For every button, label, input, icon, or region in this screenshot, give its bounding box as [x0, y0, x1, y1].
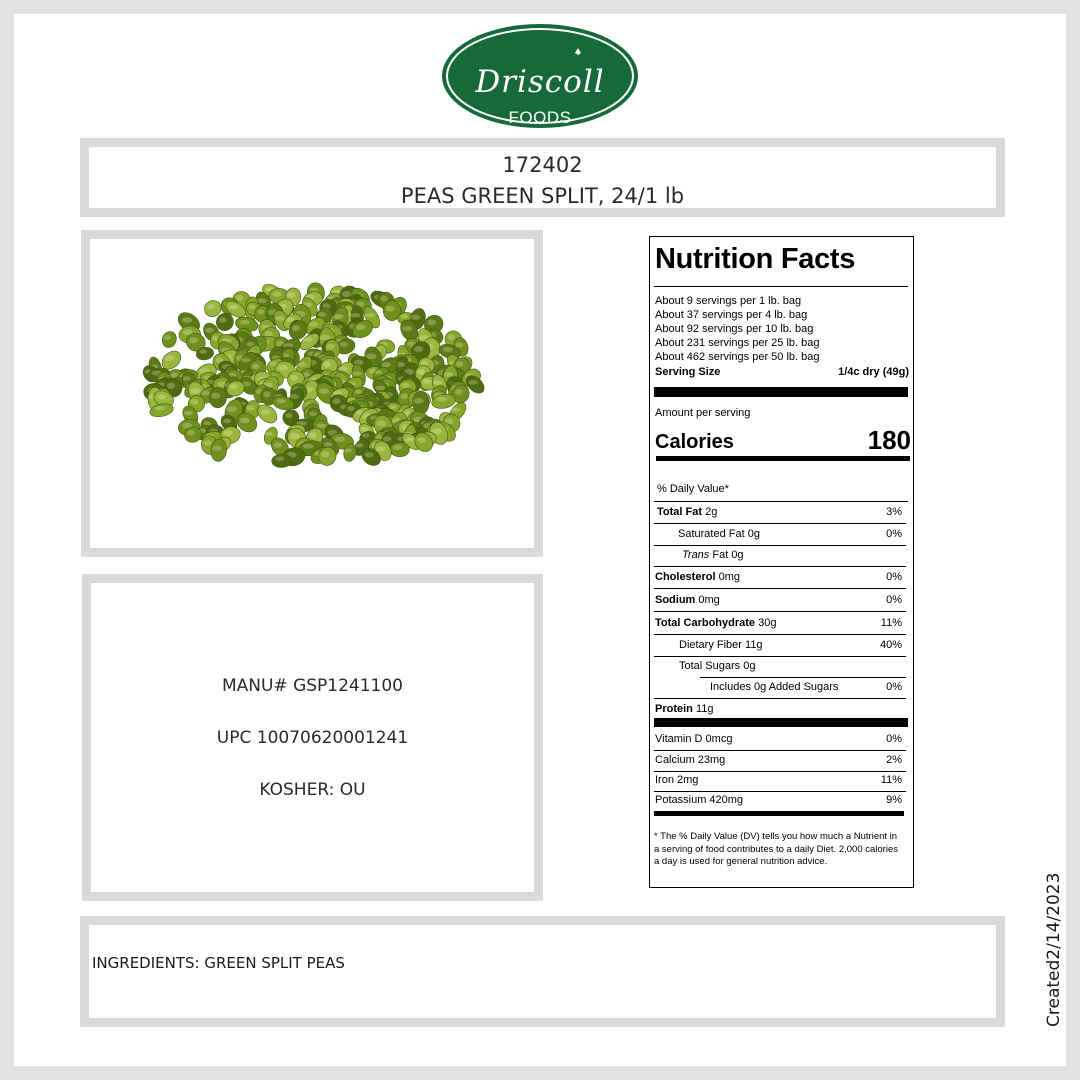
row-protein: Protein 11g [655, 703, 714, 715]
pea-highlight [451, 408, 461, 412]
pea-highlight [361, 427, 369, 431]
pea-highlight [236, 295, 244, 301]
pea-highlight [252, 364, 260, 370]
pea-highlight [260, 409, 270, 414]
pea-highlight [402, 326, 412, 331]
row-vitamin-d: Vitamin D 0mcg 0% [654, 729, 906, 751]
pea-highlight [375, 386, 385, 390]
pea-highlight [443, 347, 453, 352]
pea-highlight [164, 335, 171, 340]
pea-highlight [184, 411, 193, 416]
pea-highlight [402, 383, 410, 388]
pea-highlight [167, 383, 175, 389]
pea-highlight [417, 437, 426, 443]
pea-highlight [202, 391, 210, 396]
pea-highlight [182, 317, 193, 323]
serving-size-label: Serving Size [655, 366, 721, 378]
pea-highlight [154, 406, 165, 410]
row-saturated-fat: Saturated Fat 0g 0% [654, 524, 906, 546]
pea-highlight [380, 296, 387, 302]
manu-number: MANU# GSP1241100 [221, 676, 404, 696]
pea-highlight [240, 320, 250, 325]
calories-value: 180 [867, 425, 911, 455]
pea-highlight [455, 343, 464, 348]
servings-2: About 37 servings per 4 lb. bag [655, 309, 808, 321]
pea-highlight [469, 380, 478, 385]
pea-highlight [448, 334, 456, 340]
kosher-status: KOSHER: OU [259, 780, 366, 800]
pea-highlight [342, 291, 351, 297]
pea-highlight [273, 291, 282, 296]
pea-highlight [277, 399, 287, 404]
pea-highlight [279, 365, 288, 371]
nutrition-facts-panel [649, 236, 914, 888]
pea-highlight [240, 418, 250, 424]
pea-highlight [455, 389, 463, 395]
row-calcium: Calcium 23mg 2% [654, 750, 906, 772]
pea-highlight [319, 388, 329, 394]
pea-highlight [287, 292, 295, 297]
row-total-carbohydrate: Total Carbohydrate 30g 11% [654, 613, 906, 635]
pea [160, 329, 179, 349]
pea-highlight [275, 316, 285, 321]
pea-highlight [265, 432, 273, 436]
row-total-fat: Total Fat 2g 3% [654, 502, 906, 524]
pea-highlight [444, 372, 454, 377]
pea-highlight [355, 390, 363, 394]
pea-highlight [309, 432, 317, 438]
product-title-box [80, 138, 1005, 217]
pea-highlight [347, 406, 355, 411]
pea-highlight [223, 419, 231, 424]
row-cholesterol: Cholesterol 0mg 0% [654, 567, 906, 589]
pea-highlight [366, 353, 377, 359]
pea-highlight [205, 328, 214, 333]
logo-brand-name: Driscoll [475, 64, 605, 100]
pea-highlight [362, 434, 369, 438]
pea-highlight [427, 319, 436, 325]
pea-highlight [333, 314, 343, 319]
servings-1: About 9 servings per 1 lb. bag [655, 295, 802, 307]
pea-highlight [290, 433, 300, 439]
product-image-box [81, 230, 543, 557]
pea-highlight [401, 314, 409, 318]
split-peas-image [90, 239, 534, 548]
pea-highlight [365, 313, 376, 317]
pea-highlight [189, 337, 198, 343]
pea-highlight [365, 452, 374, 457]
product-info-box [82, 574, 543, 901]
driscoll-foods-logo [440, 22, 640, 130]
pea-highlight [352, 371, 362, 375]
pea-highlight [386, 306, 395, 312]
ingredients-box [80, 916, 1005, 1027]
pea-highlight [211, 393, 220, 399]
pea-highlight [165, 355, 175, 360]
pea-highlight [355, 443, 363, 447]
pea-highlight [375, 370, 383, 374]
pea-highlight [376, 446, 385, 451]
pea-highlight [303, 444, 314, 449]
pea-highlight [292, 325, 301, 331]
row-total-sugars: Total Sugars 0g [679, 660, 756, 672]
pea-highlight [157, 394, 166, 399]
upc-code: UPC 10070620001241 [216, 728, 409, 748]
pea-highlight [405, 437, 415, 441]
pea-highlight [289, 394, 299, 399]
pea-highlight [275, 457, 284, 462]
pea-highlight [323, 361, 330, 367]
pea-highlight [323, 442, 332, 446]
pea-highlight [297, 362, 307, 366]
pea-highlight [230, 384, 238, 389]
pea-highlight [383, 436, 391, 441]
nutrition-title: Nutrition Facts [655, 243, 856, 275]
pea-highlight [285, 413, 292, 419]
pea-highlight [212, 445, 222, 450]
pea-highlight [203, 440, 212, 446]
row-potassium: Potassium 420mg 9% [655, 794, 902, 806]
pea-highlight [456, 361, 463, 367]
pea-highlight [316, 424, 326, 428]
pea-highlight [207, 304, 215, 310]
pea-highlight [344, 449, 352, 453]
pea-highlight [290, 375, 298, 381]
pea-highlight [326, 344, 334, 349]
pea-highlight [187, 430, 195, 435]
daily-value-header: % Daily Value* [657, 483, 729, 495]
pea-highlight [199, 349, 207, 353]
amount-per-serving: Amount per serving [655, 407, 751, 419]
pea-highlight [246, 405, 254, 410]
pea-highlight [376, 420, 386, 426]
servings-5: About 462 servings per 50 lb. bag [655, 351, 820, 363]
row-trans-fat: Trans Fat 0g [654, 545, 906, 567]
pea-highlight [421, 361, 428, 366]
pea-highlight [190, 388, 200, 394]
pea-highlight [433, 380, 442, 385]
pea-highlight [257, 309, 264, 315]
pea-highlight [382, 362, 391, 367]
pea-highlight [393, 445, 402, 450]
servings-3: About 92 servings per 10 lb. bag [655, 323, 814, 335]
calories-label: Calories [655, 431, 734, 453]
row-sodium: Sodium 0mg 0% [654, 590, 906, 612]
pea-highlight [335, 436, 346, 442]
row-dietary-fiber: Dietary Fiber 11g 40% [654, 635, 906, 657]
pea-highlight [321, 451, 329, 457]
pea-highlight [219, 317, 227, 323]
item-number: 172402 [502, 153, 583, 177]
pea-highlight [340, 342, 348, 347]
nutrition-footnote: * The % Daily Value (DV) tells you how much a Nutrient in a serving of food contributes to a daily Diet. 2,000 calories a day is used for general nutrition advice. [654, 831, 898, 867]
pea-highlight [227, 406, 238, 412]
pea-highlight [191, 399, 199, 405]
product-name: PEAS GREEN SPLIT, 24/1 lb [400, 184, 685, 208]
pea-highlight [229, 305, 239, 310]
pea-highlight [183, 376, 191, 381]
row-iron: Iron 2mg 11% [654, 770, 906, 792]
logo-sub-text: FOODS [508, 108, 572, 127]
ingredients-text: INGREDIENTS: GREEN SPLIT PEAS [92, 954, 345, 972]
created-date: Created2/14/2023 [1044, 872, 1064, 1027]
pea-highlight [249, 305, 256, 310]
pea-highlight [418, 369, 425, 375]
pea-highlight [263, 391, 270, 397]
pea-highlight [224, 430, 233, 436]
pea-highlight [389, 405, 396, 410]
pea-highlight [240, 358, 250, 363]
servings-4: About 231 servings per 25 lb. bag [655, 337, 820, 349]
pea-highlight [303, 338, 313, 342]
pea-highlight [414, 346, 423, 352]
pea-highlight [309, 411, 317, 416]
pea-highlight [436, 397, 447, 402]
pea-highlight [309, 322, 319, 327]
pea-highlight [414, 398, 424, 404]
pea-highlight [411, 315, 421, 320]
pea-highlight [356, 324, 366, 330]
pea-highlight [423, 379, 431, 384]
pea-highlight [273, 442, 282, 447]
row-added-sugars: Includes 0g Added Sugars 0% [654, 677, 906, 699]
serving-size-value: 1/4c dry (49g) [838, 366, 909, 378]
pea-highlight [318, 312, 326, 317]
pea-highlight [350, 313, 361, 317]
pea-highlight [354, 360, 364, 366]
